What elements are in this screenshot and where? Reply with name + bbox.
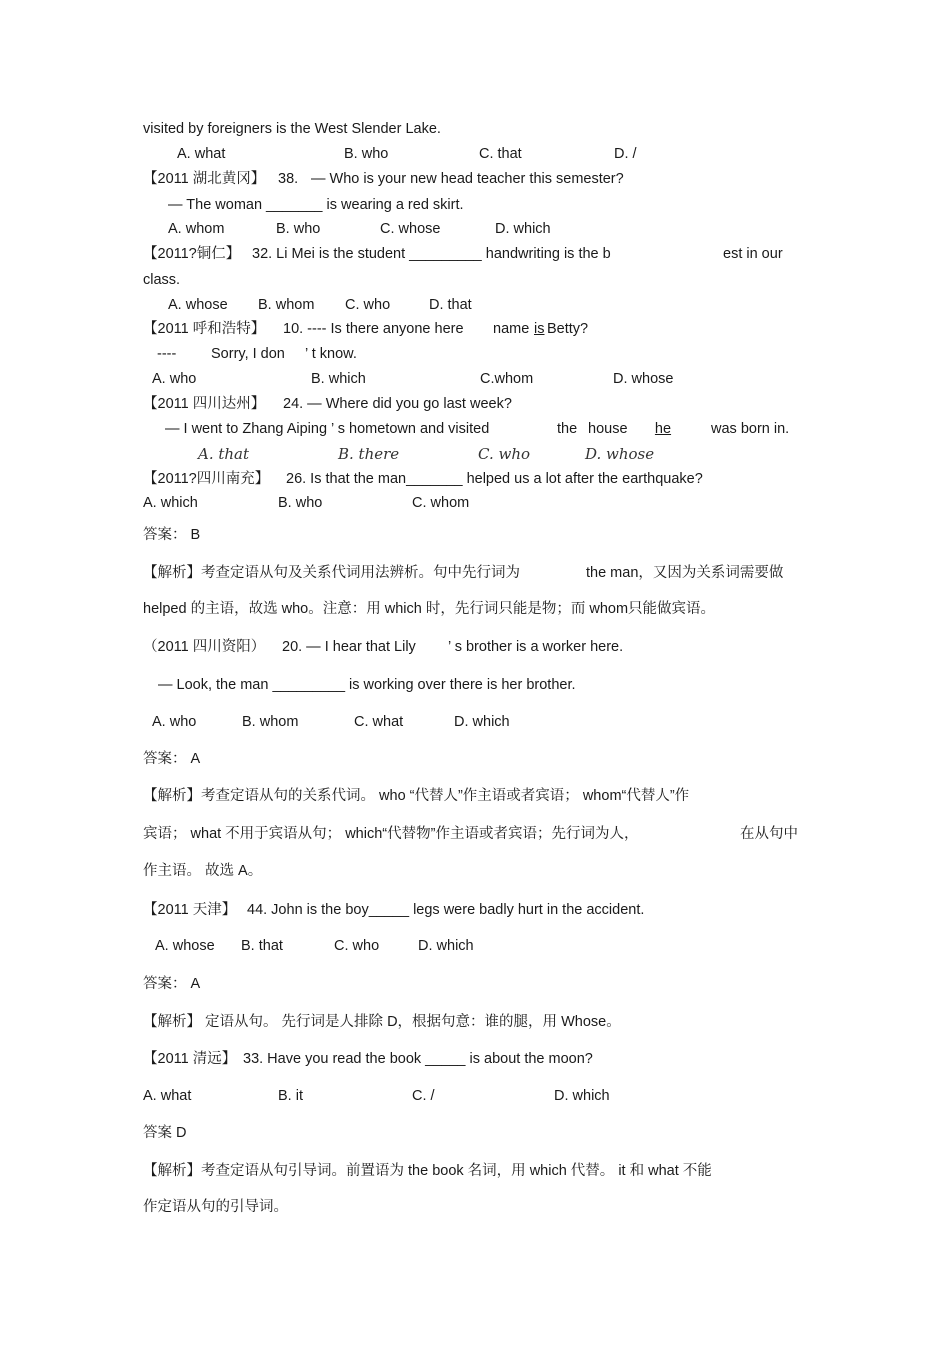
q5-source: 【2011 四川达州】 [143, 396, 266, 412]
q5-option-a: A. that [198, 445, 250, 463]
q8-option-c: C. who [334, 938, 380, 954]
q5-option-d: D. whose [585, 445, 655, 463]
q6-option-b: B. who [278, 495, 323, 511]
q8-option-a: A. whose [155, 938, 215, 954]
q8-option-b: B. that [241, 938, 283, 954]
q4-stem-name: name [493, 321, 530, 337]
q4-reply-dash: ---- [157, 346, 177, 362]
q9-answer: 答案 D [143, 1125, 187, 1141]
q1-stem-tail: visited by foreigners is the West Slender Lake. [143, 121, 441, 137]
q4-reply-end: ’ t know. [305, 346, 357, 362]
q1-option-d: D. / [614, 146, 637, 162]
q4-reply: Sorry, I don [211, 346, 285, 362]
q4-source: 【2011 呼和浩特】 [143, 321, 266, 337]
q5-option-c: C. who [478, 445, 531, 463]
q3-source: 【2011?铜仁】 [143, 246, 241, 262]
q6-stem: 26. Is that the man_______ helped us a lot after the earthquake? [286, 471, 703, 487]
q5-option-b: B. there [338, 445, 400, 463]
q1-option-a: A. what [177, 146, 226, 162]
q7-answer: 答案： A [143, 751, 201, 767]
q8-source: 【2011 天津】 [143, 902, 237, 918]
q3-option-a: A. whose [168, 297, 228, 313]
q9-source: 【2011 清远】 [143, 1051, 237, 1067]
q9-stem: 33. Have you read the book _____ is about the moon? [243, 1051, 593, 1067]
q3-option-b: B. whom [258, 297, 315, 313]
q7-reply: — Look, the man _________ is working over there is her brother. [158, 677, 576, 693]
q2-option-a: A. whom [168, 221, 225, 237]
q2-option-b: B. who [276, 221, 321, 237]
q1-option-c: C. that [479, 146, 522, 162]
q9-option-b: B. it [278, 1088, 303, 1104]
q4-option-b: B. which [311, 371, 366, 387]
q6-option-c: C. whom [412, 495, 470, 511]
q8-stem: 44. John is the boy_____ legs were badly hurt in the accident. [247, 902, 645, 918]
q5-reply-the: the [557, 421, 578, 437]
q4-option-c: C.whom [480, 371, 534, 387]
q2-number: 38. [278, 171, 299, 187]
q2-line1: — Who is your new head teacher this semester? [311, 171, 624, 187]
q9-option-d: D. which [554, 1088, 610, 1104]
q8-option-d: D. which [418, 938, 474, 954]
q3-option-d: D. that [429, 297, 472, 313]
q7-explanation-1: 【解析】考查定语从句的关系代词。 who “代替人”作主语或者宾语； whom“代替人”作 [143, 788, 690, 804]
q2-line2: — The woman _______ is wearing a red skirt. [168, 197, 464, 213]
q6-explanation-1b: the man，又因为关系词需要做 [586, 565, 784, 581]
q7-option-d: D. which [454, 714, 510, 730]
q5-reply-he: he [654, 421, 672, 437]
q3-option-c: C. who [345, 297, 391, 313]
q6-explanation-1a: 【解析】考查定语从句及关系代词用法辨析。句中先行词为 [143, 565, 520, 581]
q8-explanation: 【解析】 定语从句。 先行词是人排除 D，根据句意：谁的腿，用 Whose。 [143, 1014, 621, 1030]
q5-reply: — I went to Zhang Aiping ’ s hometown and visited [165, 421, 490, 437]
q2-option-c: C. whose [380, 221, 441, 237]
q5-reply-end: was born in. [711, 421, 790, 437]
q7-option-b: B. whom [242, 714, 299, 730]
q7-stem: 20. — I hear that Lily [282, 639, 416, 655]
q7-source: （2011 四川资阳） [143, 639, 266, 655]
q4-stem-is: is [534, 321, 545, 337]
q7-explanation-3: 作主语。 故选 A。 [143, 863, 263, 879]
q2-option-d: D. which [495, 221, 551, 237]
q7-stem-end: ’ s brother is a worker here. [448, 639, 624, 655]
q5-reply-house: house [588, 421, 628, 437]
q4-option-a: A. who [152, 371, 197, 387]
q4-stem: 10. ---- Is there anyone here [283, 321, 464, 337]
q9-option-c: C. / [412, 1088, 435, 1104]
q4-stem-betty: Betty? [547, 321, 589, 337]
q3-stem: 32. Li Mei is the student _________ handwriting is the b [252, 246, 611, 262]
q6-option-a: A. which [143, 495, 198, 511]
q3-stem-end: est in our [723, 246, 783, 262]
q6-explanation-2: helped 的主语，故选 who。注意：用 which 时，先行词只能是物；而 whom只能做宾语。 [143, 601, 716, 617]
q6-source: 【2011?四川南充】 [143, 471, 270, 487]
q7-option-c: C. what [354, 714, 404, 730]
q9-explanation-2: 作定语从句的引导词。 [143, 1199, 288, 1215]
q6-answer: 答案： B [143, 527, 201, 543]
q7-explanation-2a: 宾语； what 不用于宾语从句； which“代替物”作主语或者宾语；先行词为人， [143, 826, 639, 842]
q7-explanation-2b: 在从句中 [740, 826, 798, 842]
q9-explanation-1: 【解析】考查定语从句引导词。前置语为 the book 名词，用 which 代替。 it 和 what 不能 [143, 1163, 712, 1179]
q2-source: 【2011 湖北黄冈】 [143, 171, 266, 187]
q4-option-d: D. whose [613, 371, 674, 387]
q9-option-a: A. what [143, 1088, 192, 1104]
q3-stem-wrap: class. [143, 272, 181, 288]
q5-stem: 24. — Where did you go last week? [283, 396, 512, 412]
q7-option-a: A. who [152, 714, 197, 730]
q1-option-b: B. who [344, 146, 389, 162]
q8-answer: 答案： A [143, 976, 201, 992]
